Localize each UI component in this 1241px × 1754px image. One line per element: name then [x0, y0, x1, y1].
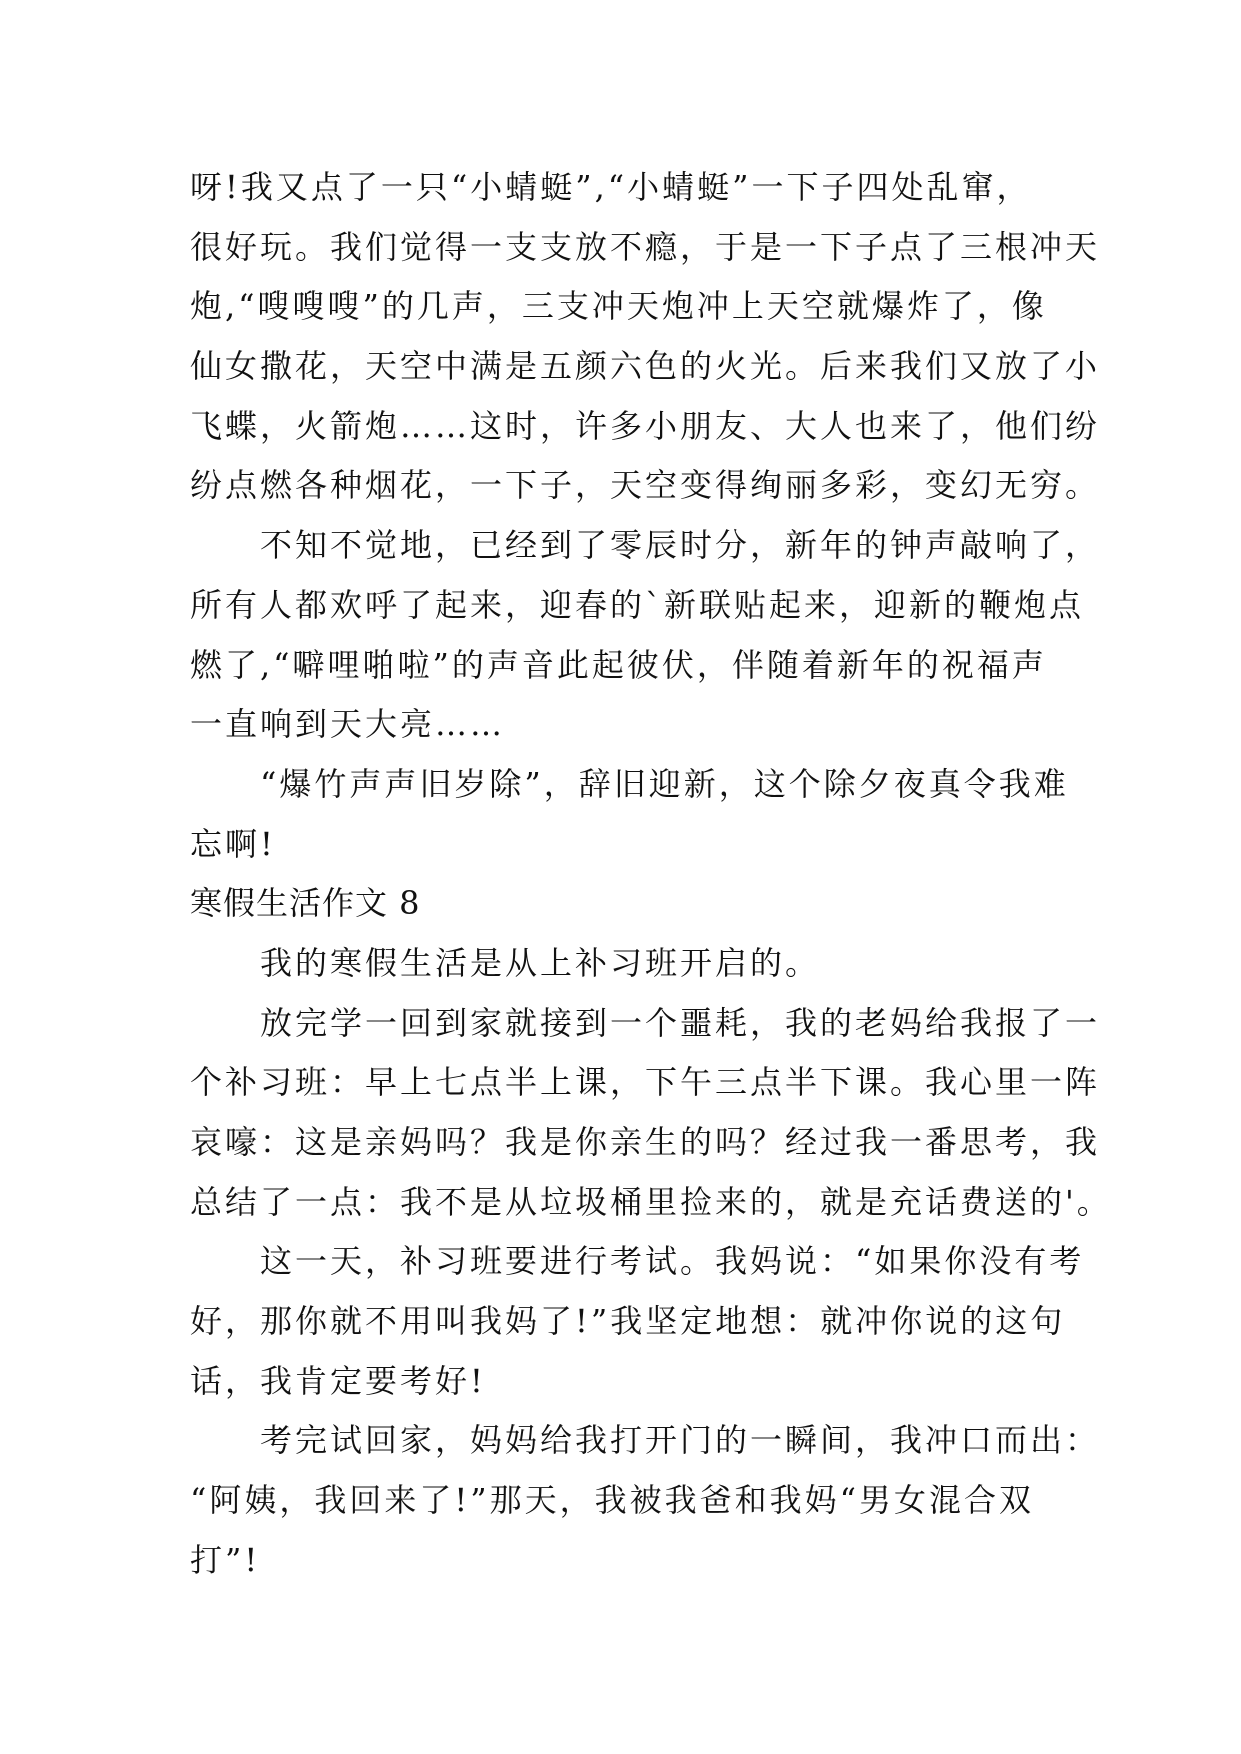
text-line: 呀!我又点了一只“小蜻蜓”,“小蜻蜓”一下子四处乱窜， — [190, 168, 1032, 206]
text-line: “阿姨，我回来了!”那天，我被我爸和我妈“男女混合双 — [190, 1481, 1034, 1520]
text-line: 很好玩。我们觉得一支支放不瘾，于是一下子点了三根冲天 — [190, 227, 1101, 266]
text-line: 燃了,“噼哩啪啦”的声音此起彼伏，伴随着新年的祝福声 — [190, 645, 1047, 684]
text-line: “爆竹声声旧岁除”，辞旧迎新，这个除夕夜真令我难 — [190, 764, 1069, 803]
text-line: 飞蝶，火箭炮……这时，许多小朋友、大人也来了，他们纷 — [190, 406, 1101, 445]
text-line: 一直响到天大亮…… — [190, 705, 506, 744]
text-line: 所有人都欢呼了起来，迎春的`新联贴起来，迎新的鞭炮点 — [190, 585, 1085, 624]
text-line: 话，我肯定要考好! — [190, 1361, 486, 1400]
text-line: 不知不觉地，已经到了零辰时分，新年的钟声敲响了， — [190, 526, 1101, 565]
text-line: 纷点燃各种烟花，一下子，天空变得绚丽多彩，变幻无穷。 — [190, 466, 1101, 505]
text-line: 仙女撒花，天空中满是五颜六色的火光。后来我们又放了小 — [190, 347, 1101, 386]
text-line: 炮,“嗖嗖嗖”的几声，三支冲天炮冲上天空就爆炸了，像 — [190, 287, 1047, 326]
text-line: 考完试回家，妈妈给我打开门的一瞬间，我冲口而出： — [190, 1421, 1101, 1460]
text-line: 哀嚎：这是亲妈吗？我是你亲生的吗？经过我一番思考，我 — [190, 1123, 1101, 1161]
essay-body — [190, 158, 1112, 1591]
text-line: 这一天，补习班要进行考试。我妈说：“如果你没有考 — [190, 1242, 1085, 1281]
text-line: 个补习班：早上七点半上课，下午三点半下课。我心里一阵 — [190, 1063, 1101, 1102]
text-line: 总结了一点：我不是从垃圾桶里捡来的，就是充话费送的'。 — [190, 1182, 1112, 1221]
text-line: 好，那你就不用叫我妈了!”我坚定地想：就冲你说的这句 — [190, 1302, 1066, 1341]
text-line: 放完学一回到家就接到一个噩耗，我的老妈给我报了一 — [190, 1003, 1101, 1042]
text-line: 打”! — [190, 1540, 261, 1579]
section-heading: 寒假生活作文 8 — [190, 884, 421, 923]
text-line: 我的寒假生活是从上补习班开启的。 — [190, 943, 821, 982]
text-line: 忘啊! — [190, 824, 276, 863]
